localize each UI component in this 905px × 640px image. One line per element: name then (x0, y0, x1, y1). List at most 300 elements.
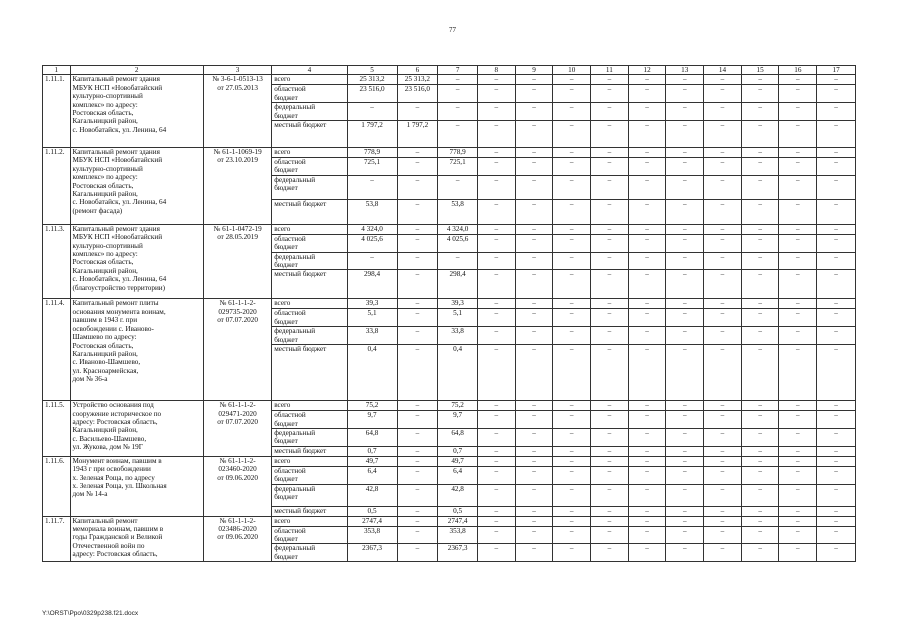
amount-cell: – (591, 85, 629, 103)
amount-cell: – (704, 345, 742, 401)
amount-cell: – (553, 411, 591, 429)
amount-cell: 4 025,6 (347, 234, 397, 252)
amount-cell: – (741, 270, 779, 299)
amount-cell: – (666, 199, 704, 224)
amount-cell: – (779, 446, 817, 456)
item-description: Капитальный ремонт мемориала воинам, павшим в годы Гражданской и Великой Отечественной войн по адресу: Ростовская область, (70, 516, 203, 562)
amount-cell: 353,8 (347, 526, 397, 544)
amount-cell: – (628, 234, 666, 252)
amount-cell: – (553, 270, 591, 299)
amount-cell: – (779, 85, 817, 103)
amount-cell: – (477, 484, 515, 506)
table-row (43, 401, 856, 411)
amount-cell: – (515, 428, 553, 446)
amount-cell: – (515, 309, 553, 327)
amount-cell: – (477, 85, 515, 103)
amount-cell: – (347, 252, 397, 270)
amount-cell: 4 025,6 (438, 234, 478, 252)
amount-cell: – (553, 309, 591, 327)
amount-cell: 6,4 (347, 466, 397, 484)
amount-cell: – (477, 428, 515, 446)
amount-cell: – (515, 484, 553, 506)
amount-cell: – (477, 446, 515, 456)
amount-cell: – (704, 299, 742, 309)
amount-cell: – (817, 484, 856, 506)
funding-source: всего (272, 516, 347, 526)
table-row (43, 224, 856, 234)
amount-cell: – (704, 428, 742, 446)
amount-cell: – (477, 175, 515, 199)
amount-cell: – (779, 456, 817, 466)
amount-cell: – (397, 309, 438, 327)
amount-cell: – (779, 234, 817, 252)
amount-cell: – (591, 309, 629, 327)
amount-cell: – (591, 270, 629, 299)
amount-cell: – (628, 484, 666, 506)
amount-cell: – (397, 526, 438, 544)
amount-cell: – (628, 199, 666, 224)
funding-source: местный бюджет (272, 345, 347, 401)
amount-cell: – (666, 428, 704, 446)
amount-cell: – (666, 103, 704, 121)
funding-source: всего (272, 75, 347, 85)
amount-cell: – (553, 456, 591, 466)
amount-cell: – (591, 411, 629, 429)
amount-cell: – (704, 148, 742, 158)
amount-cell: 778,9 (438, 148, 478, 158)
amount-cell: 725,1 (347, 158, 397, 176)
amount-cell: – (628, 75, 666, 85)
amount-cell: – (779, 121, 817, 148)
amount-cell: – (666, 85, 704, 103)
amount-cell: 5,1 (347, 309, 397, 327)
amount-cell: – (477, 224, 515, 234)
amount-cell: 33,8 (438, 327, 478, 345)
funding-source: местный бюджет (272, 446, 347, 456)
amount-cell: – (779, 199, 817, 224)
amount-cell: 6,4 (438, 466, 478, 484)
amount-cell: – (817, 234, 856, 252)
funding-source: областной бюджет (272, 85, 347, 103)
amount-cell: – (628, 506, 666, 516)
amount-cell: – (817, 158, 856, 176)
amount-cell: – (704, 411, 742, 429)
amount-cell: – (397, 327, 438, 345)
column-number: 16 (779, 66, 817, 75)
amount-cell: – (666, 446, 704, 456)
amount-cell: – (741, 345, 779, 401)
amount-cell: – (397, 484, 438, 506)
amount-cell: – (628, 327, 666, 345)
amount-cell: – (741, 199, 779, 224)
amount-cell: – (704, 224, 742, 234)
amount-cell: – (553, 446, 591, 456)
amount-cell: 0,5 (438, 506, 478, 516)
amount-cell: – (779, 252, 817, 270)
amount-cell: – (591, 158, 629, 176)
amount-cell: – (515, 506, 553, 516)
amount-cell: – (741, 506, 779, 516)
amount-cell: – (477, 466, 515, 484)
amount-cell: – (347, 175, 397, 199)
column-number: 14 (704, 66, 742, 75)
column-number: 8 (477, 66, 515, 75)
amount-cell: – (628, 148, 666, 158)
amount-cell: – (553, 148, 591, 158)
amount-cell: – (628, 466, 666, 484)
amount-cell: – (553, 85, 591, 103)
table-row (43, 456, 856, 466)
funding-source: всего (272, 299, 347, 309)
table-row (43, 299, 856, 309)
amount-cell: – (397, 103, 438, 121)
amount-cell: – (591, 148, 629, 158)
amount-cell: – (666, 466, 704, 484)
amount-cell: – (397, 199, 438, 224)
funding-source: областной бюджет (272, 411, 347, 429)
amount-cell: – (741, 526, 779, 544)
column-number: 10 (553, 66, 591, 75)
amount-cell: 39,3 (347, 299, 397, 309)
column-number: 1 (43, 66, 71, 75)
column-number: 6 (397, 66, 438, 75)
amount-cell: – (666, 158, 704, 176)
amount-cell: – (779, 103, 817, 121)
amount-cell: – (817, 75, 856, 85)
amount-cell: – (591, 526, 629, 544)
amount-cell: – (628, 85, 666, 103)
amount-cell: 4 324,0 (347, 224, 397, 234)
amount-cell: – (553, 234, 591, 252)
amount-cell: – (591, 175, 629, 199)
amount-cell: – (553, 252, 591, 270)
column-number: 17 (817, 66, 856, 75)
amount-cell: – (438, 103, 478, 121)
funding-source: всего (272, 148, 347, 158)
amount-cell: – (553, 199, 591, 224)
amount-cell: – (741, 158, 779, 176)
amount-cell: – (477, 148, 515, 158)
item-number: 1.11.7. (43, 516, 71, 562)
amount-cell: – (553, 466, 591, 484)
amount-cell: – (817, 506, 856, 516)
expertise-document: № 61-1-1-2- 029735-2020 от 07.07.2020 (203, 299, 271, 401)
amount-cell: – (515, 224, 553, 234)
amount-cell: – (666, 506, 704, 516)
amount-cell: – (347, 103, 397, 121)
amount-cell: 64,8 (438, 428, 478, 446)
amount-cell: – (741, 456, 779, 466)
amount-cell: – (741, 327, 779, 345)
amount-cell: – (628, 299, 666, 309)
amount-cell: – (779, 428, 817, 446)
amount-cell: – (779, 270, 817, 299)
amount-cell: – (817, 428, 856, 446)
expertise-document: № 61-1-1-2- 029471-2020 от 07.07.2020 (203, 401, 271, 457)
amount-cell: – (704, 446, 742, 456)
funding-source: всего (272, 456, 347, 466)
amount-cell: 23 516,0 (347, 85, 397, 103)
amount-cell: – (397, 148, 438, 158)
amount-cell: – (397, 428, 438, 446)
amount-cell: – (628, 516, 666, 526)
funding-source: местный бюджет (272, 199, 347, 224)
amount-cell: – (591, 466, 629, 484)
amount-cell: – (438, 252, 478, 270)
amount-cell: – (704, 75, 742, 85)
amount-cell: – (704, 121, 742, 148)
funding-source: федеральный бюджет (272, 175, 347, 199)
amount-cell: – (666, 345, 704, 401)
amount-cell: – (704, 199, 742, 224)
amount-cell: – (666, 544, 704, 562)
amount-cell: – (741, 85, 779, 103)
amount-cell: – (704, 456, 742, 466)
amount-cell: – (477, 526, 515, 544)
amount-cell: – (397, 456, 438, 466)
item-number: 1.11.6. (43, 456, 71, 516)
amount-cell: – (515, 199, 553, 224)
item-description: Монумент воинам, павшим в 1943 г при освобождении х. Зеленая Роща, по адресу х. Зеленая Роща, ул. Школьная дом № 14-а (70, 456, 203, 516)
amount-cell: – (628, 175, 666, 199)
amount-cell: – (666, 309, 704, 327)
amount-cell: – (515, 446, 553, 456)
funding-source: областной бюджет (272, 526, 347, 544)
amount-cell: – (741, 401, 779, 411)
amount-cell: – (666, 516, 704, 526)
amount-cell: – (628, 309, 666, 327)
amount-cell: – (704, 158, 742, 176)
amount-cell: – (591, 446, 629, 456)
column-number-row (43, 66, 856, 75)
column-number: 12 (628, 66, 666, 75)
amount-cell: – (477, 299, 515, 309)
amount-cell: 75,2 (347, 401, 397, 411)
amount-cell: – (397, 175, 438, 199)
amount-cell: – (741, 544, 779, 562)
amount-cell: 778,9 (347, 148, 397, 158)
amount-cell: 53,8 (438, 199, 478, 224)
amount-cell: 2747,4 (438, 516, 478, 526)
amount-cell: – (397, 252, 438, 270)
amount-cell: – (477, 234, 515, 252)
amount-cell: – (591, 199, 629, 224)
column-number: 13 (666, 66, 704, 75)
funding-source: областной бюджет (272, 234, 347, 252)
amount-cell: – (817, 85, 856, 103)
amount-cell: – (704, 103, 742, 121)
amount-cell: – (591, 428, 629, 446)
amount-cell: – (438, 121, 478, 148)
amount-cell: – (628, 411, 666, 429)
amount-cell: – (477, 103, 515, 121)
amount-cell: – (628, 158, 666, 176)
amount-cell: – (553, 506, 591, 516)
amount-cell: – (666, 270, 704, 299)
amount-cell: 0,5 (347, 506, 397, 516)
amount-cell: – (515, 526, 553, 544)
amount-cell: – (741, 75, 779, 85)
funding-source: всего (272, 224, 347, 234)
column-number: 7 (438, 66, 478, 75)
amount-cell: – (591, 121, 629, 148)
amount-cell: – (779, 506, 817, 516)
amount-cell: – (397, 234, 438, 252)
amount-cell: – (817, 411, 856, 429)
amount-cell: – (515, 234, 553, 252)
amount-cell: – (741, 175, 779, 199)
amount-cell: – (817, 224, 856, 234)
amount-cell: – (477, 270, 515, 299)
amount-cell: – (779, 224, 817, 234)
amount-cell: – (704, 252, 742, 270)
amount-cell: – (397, 345, 438, 401)
amount-cell: – (628, 544, 666, 562)
amount-cell: 4 324,0 (438, 224, 478, 234)
amount-cell: 23 516,0 (397, 85, 438, 103)
amount-cell: – (553, 103, 591, 121)
amount-cell: – (515, 158, 553, 176)
amount-cell: 0,4 (347, 345, 397, 401)
amount-cell: – (666, 148, 704, 158)
amount-cell: – (515, 544, 553, 562)
amount-cell: – (817, 327, 856, 345)
amount-cell: – (477, 345, 515, 401)
amount-cell: – (591, 234, 629, 252)
amount-cell: – (553, 121, 591, 148)
amount-cell: – (666, 327, 704, 345)
amount-cell: – (515, 327, 553, 345)
funding-source: федеральный бюджет (272, 544, 347, 562)
amount-cell: – (515, 103, 553, 121)
amount-cell: – (628, 428, 666, 446)
amount-cell: – (515, 411, 553, 429)
amount-cell: – (515, 175, 553, 199)
amount-cell: – (628, 121, 666, 148)
amount-cell: – (666, 121, 704, 148)
amount-cell: – (666, 175, 704, 199)
amount-cell: – (704, 484, 742, 506)
amount-cell: – (438, 75, 478, 85)
amount-cell: 49,7 (438, 456, 478, 466)
amount-cell: 725,1 (438, 158, 478, 176)
amount-cell: – (438, 85, 478, 103)
amount-cell: – (779, 327, 817, 345)
amount-cell: – (397, 158, 438, 176)
amount-cell: – (553, 428, 591, 446)
amount-cell: – (704, 175, 742, 199)
amount-cell: – (591, 103, 629, 121)
amount-cell: – (515, 75, 553, 85)
amount-cell: – (477, 252, 515, 270)
table-row (43, 516, 856, 526)
amount-cell: – (741, 252, 779, 270)
amount-cell: – (628, 401, 666, 411)
amount-cell: 53,8 (347, 199, 397, 224)
item-number: 1.11.5. (43, 401, 71, 457)
amount-cell: – (779, 516, 817, 526)
amount-cell: – (666, 234, 704, 252)
amount-cell: 2367,3 (438, 544, 478, 562)
amount-cell: – (591, 484, 629, 506)
amount-cell: – (779, 544, 817, 562)
amount-cell: – (553, 544, 591, 562)
amount-cell: 0,7 (438, 446, 478, 456)
amount-cell: – (741, 121, 779, 148)
amount-cell: – (817, 252, 856, 270)
amount-cell: 33,8 (347, 327, 397, 345)
amount-cell: – (515, 299, 553, 309)
amount-cell: – (779, 411, 817, 429)
amount-cell: – (817, 175, 856, 199)
amount-cell: – (591, 299, 629, 309)
amount-cell: – (477, 456, 515, 466)
amount-cell: – (666, 411, 704, 429)
amount-cell: 25 313,2 (347, 75, 397, 85)
amount-cell: – (817, 199, 856, 224)
amount-cell: – (397, 401, 438, 411)
amount-cell: – (591, 456, 629, 466)
amount-cell: – (817, 103, 856, 121)
amount-cell: – (628, 270, 666, 299)
column-number: 9 (515, 66, 553, 75)
amount-cell: – (477, 401, 515, 411)
column-number: 4 (272, 66, 347, 75)
amount-cell: – (779, 466, 817, 484)
amount-cell: – (477, 199, 515, 224)
funding-source: всего (272, 401, 347, 411)
amount-cell: – (741, 411, 779, 429)
amount-cell: – (779, 158, 817, 176)
amount-cell: – (741, 309, 779, 327)
amount-cell: – (628, 224, 666, 234)
funding-source: федеральный бюджет (272, 252, 347, 270)
amount-cell: – (704, 85, 742, 103)
item-number: 1.11.3. (43, 224, 71, 299)
funding-source: областной бюджет (272, 466, 347, 484)
amount-cell: – (515, 401, 553, 411)
amount-cell: – (779, 526, 817, 544)
amount-cell: – (515, 456, 553, 466)
amount-cell: – (666, 299, 704, 309)
amount-cell: 64,8 (347, 428, 397, 446)
amount-cell: – (741, 428, 779, 446)
amount-cell: – (704, 544, 742, 562)
amount-cell: – (591, 345, 629, 401)
amount-cell: – (477, 506, 515, 516)
amount-cell: – (553, 516, 591, 526)
amount-cell: – (817, 345, 856, 401)
amount-cell: – (817, 270, 856, 299)
amount-cell: 49,7 (347, 456, 397, 466)
amount-cell: – (515, 345, 553, 401)
amount-cell: 1 797,2 (397, 121, 438, 148)
amount-cell: – (628, 345, 666, 401)
item-description: Капитальный ремонт здания МБУК НСП «Новобатайский культурно-спортивный комплекс» по адресу: Ростовская область, Кагальницкий район, с. Новобатайск, ул. Ленина, 64 (70, 75, 203, 148)
amount-cell: – (779, 299, 817, 309)
amount-cell: – (477, 516, 515, 526)
amount-cell: – (741, 103, 779, 121)
amount-cell: – (779, 309, 817, 327)
expertise-document: № 61-1-0472-19 от 28.05.2019 (203, 224, 271, 299)
expertise-document: № 61-1-1-2- 023460-2020 от 09.06.2020 (203, 456, 271, 516)
amount-cell: – (477, 309, 515, 327)
amount-cell: – (397, 299, 438, 309)
amount-cell: – (397, 516, 438, 526)
amount-cell: – (779, 175, 817, 199)
funding-source: местный бюджет (272, 506, 347, 516)
amount-cell: – (704, 506, 742, 516)
